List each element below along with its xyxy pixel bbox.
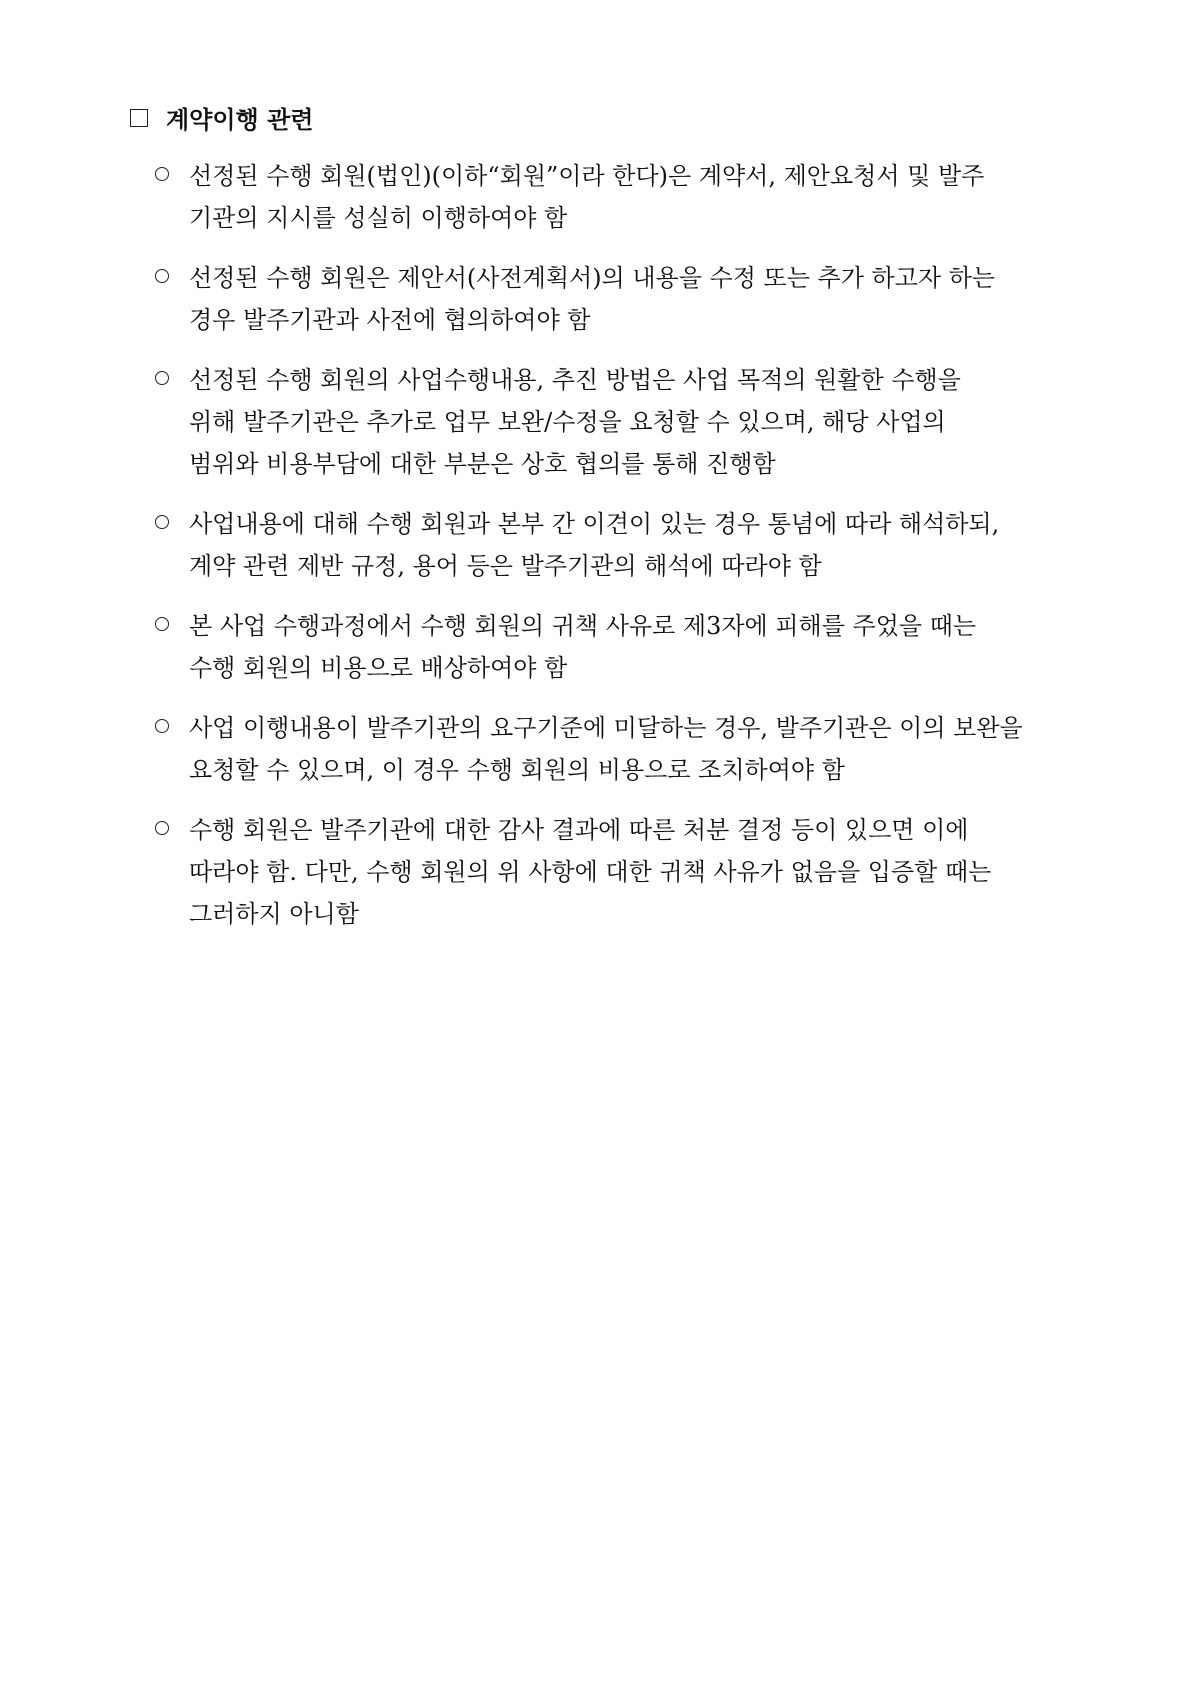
checkbox-square-icon [130,109,148,127]
list-item [155,359,1095,485]
list-item [155,503,1095,587]
section-heading [130,100,313,135]
circle-bullet-icon [155,821,169,835]
circle-bullet-icon [155,167,169,181]
list-item [155,707,1095,791]
list-item-text: 사업내용에 대해 수행 회원과 본부 간 이견이 있는 경우 통념에 따라 해석하되, 계약 관련 제반 규정, 용어 등은 발주기관의 해석에 따라야 함 [189,510,1000,580]
list-item [155,809,1095,935]
section-title: 계약이행 관련 [166,105,314,134]
list-item [155,155,1095,239]
list-item-text: 수행 회원은 발주기관에 대한 감사 결과에 따른 처분 결정 등이 있으면 이에 따라야 함. 다만, 수행 회원의 위 사항에 대한 귀책 사유가 없음을 입증할 때는 그러하지 아니함 [189,816,992,928]
circle-bullet-icon [155,269,169,283]
circle-bullet-icon [155,371,169,385]
circle-bullet-icon [155,719,169,733]
circle-bullet-icon [155,617,169,631]
list-item-text: 선정된 수행 회원의 사업수행내용, 추진 방법은 사업 목적의 원활한 수행을 위해 발주기관은 추가로 업무 보완/수정을 요청할 수 있으며, 해당 사업의 범위와 비용부담에 대한 부분은 상호 협의를 통해 진행함 [189,366,961,478]
list-item-text: 선정된 수행 회원은 제안서(사전계획서)의 내용을 수정 또는 추가 하고자 하는 경우 발주기관과 사전에 협의하여야 함 [189,264,996,334]
list-item-text: 선정된 수행 회원(법인)(이하“회원”이라 한다)은 계약서, 제안요청서 및 발주 기관의 지시를 성실히 이행하여야 함 [189,162,985,232]
list-item [155,257,1095,341]
list-item-text: 본 사업 수행과정에서 수행 회원의 귀책 사유로 제3자에 피해를 주었을 때는 수행 회원의 비용으로 배상하여야 함 [189,612,977,682]
circle-bullet-icon [155,515,169,529]
list-item-text: 사업 이행내용이 발주기관의 요구기준에 미달하는 경우, 발주기관은 이의 보완을 요청할 수 있으며, 이 경우 수행 회원의 비용으로 조치하여야 함 [189,714,1023,784]
list-item [155,605,1095,689]
clause-list [155,155,1095,953]
